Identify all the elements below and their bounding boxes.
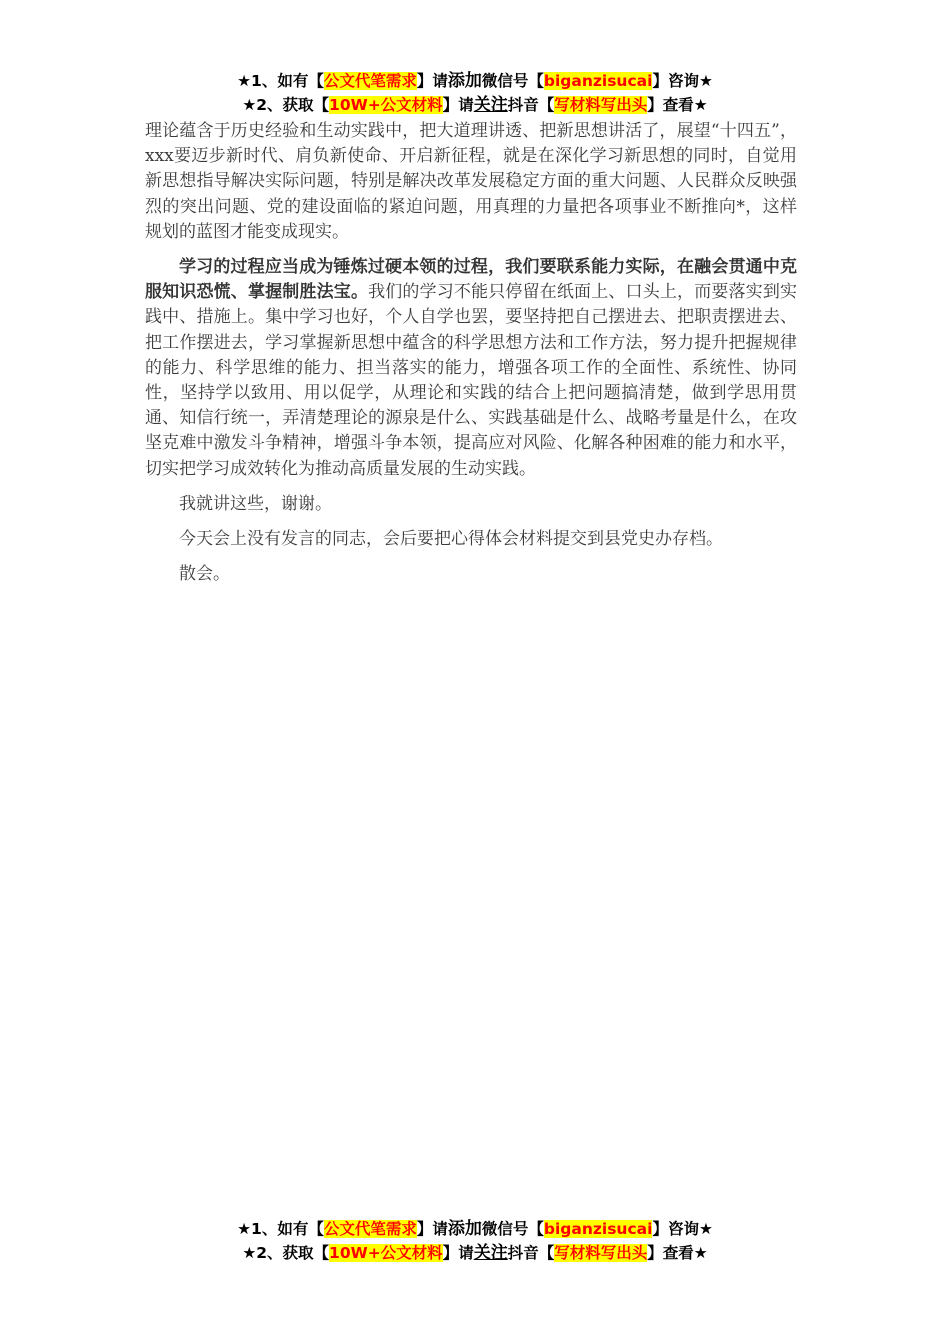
promo-line-1 [0,69,950,93]
promo-line-2 [0,1241,950,1265]
paragraph-lead-bold: 学习的过程应当成为锤炼过硬本领的过程，我们要联系能力实际，在融会贯通中克服知识恐慌、掌握制胜法宝。 [145,257,797,303]
promo-text: 微信号【 [481,1220,544,1238]
promo-text: 微信号【 [481,72,544,90]
promo-highlight: 公文代笔需求 [323,72,417,90]
footer-promo-banner [0,1217,950,1265]
paragraph-text: 我们的学习不能只停留在纸面上、口头上，而要落实到实践中、措施上。集中学习也好，个人自学也罢，要坚持把自己摆进去、把职责摆进去、把工作摆进去，学习掌握新思想中蕴含的科学思想方法和工作方法，努力提升把握规律的能力、科学思维的能力、担当落实的能力，增强各项工作的全面性、系统性、协同性，坚持学以致用、用以促学，从理论和实践的结合上把问题搞清楚，做到学思用贯通、知信行统一，弄清楚理论的源泉是什么、实践基础是什么、战略考量是什么，在攻坚克难中激发斗争精神，增强斗争本领，提高应对风险、化解各种困难的能力和水平，切实把学习成效转化为推动高质量发展的生动实践。 [145,282,798,479]
paragraph: 理论蕴含于历史经验和生动实践中，把大道理讲透、把新思想讲活了，展望“十四五”，xxx要迈步新时代、肩负新使命、开启新征程，就是在深化学习新思想的同时，自觉用新思想指导解决实际问题，特别是解决改革发展稳定方面的重大问题、人民群众反映强烈的突出问题、党的建设面临的紧迫问题，用真理的力量把各项事业不断推向*，这样规划的蓝图才能变成现实。 [145,121,797,242]
promo-emphasis: 添加 [447,71,482,91]
promo-text: ★2、获取【 [242,1244,330,1262]
promo-text: 】请 [416,72,448,90]
paragraph [145,255,797,482]
promo-text: ★2、获取【 [242,96,330,114]
promo-highlight: biganzisucai [543,1220,653,1238]
promo-emphasis: 关注 [473,1243,508,1263]
promo-text: 抖音【 [507,1244,555,1262]
promo-highlight: 写材料写出头 [554,1244,648,1262]
promo-highlight: 写材料写出头 [554,96,648,114]
promo-emphasis: 关注 [473,95,508,115]
promo-text: ★1、如有【 [237,1220,324,1238]
promo-text: 抖音【 [507,96,555,114]
promo-line-2 [0,93,950,117]
promo-highlight: 公文代笔需求 [323,1220,417,1238]
promo-text: 】咨询★ [652,72,713,90]
promo-emphasis: 添加 [447,1219,482,1239]
paragraph: 散会。 [179,564,230,585]
promo-highlight: biganzisucai [543,72,653,90]
promo-line-1 [0,1217,950,1241]
header-promo-banner [0,69,950,117]
promo-text: ★1、如有【 [237,72,324,90]
paragraph: 今天会上没有发言的同志，会后要把心得体会材料提交到县党史办存档。 [179,529,723,550]
promo-text: 】请 [442,96,474,114]
promo-text: 】查看★ [647,1244,708,1262]
promo-text: 】请 [442,1244,474,1262]
promo-text: 】咨询★ [652,1220,713,1238]
promo-highlight: 10W+公文材料 [329,1244,443,1262]
promo-text: 】请 [416,1220,448,1238]
promo-text: 】查看★ [647,96,708,114]
document-body [145,119,797,597]
promo-highlight: 10W+公文材料 [329,96,443,114]
paragraph: 我就讲这些，谢谢。 [179,493,332,514]
